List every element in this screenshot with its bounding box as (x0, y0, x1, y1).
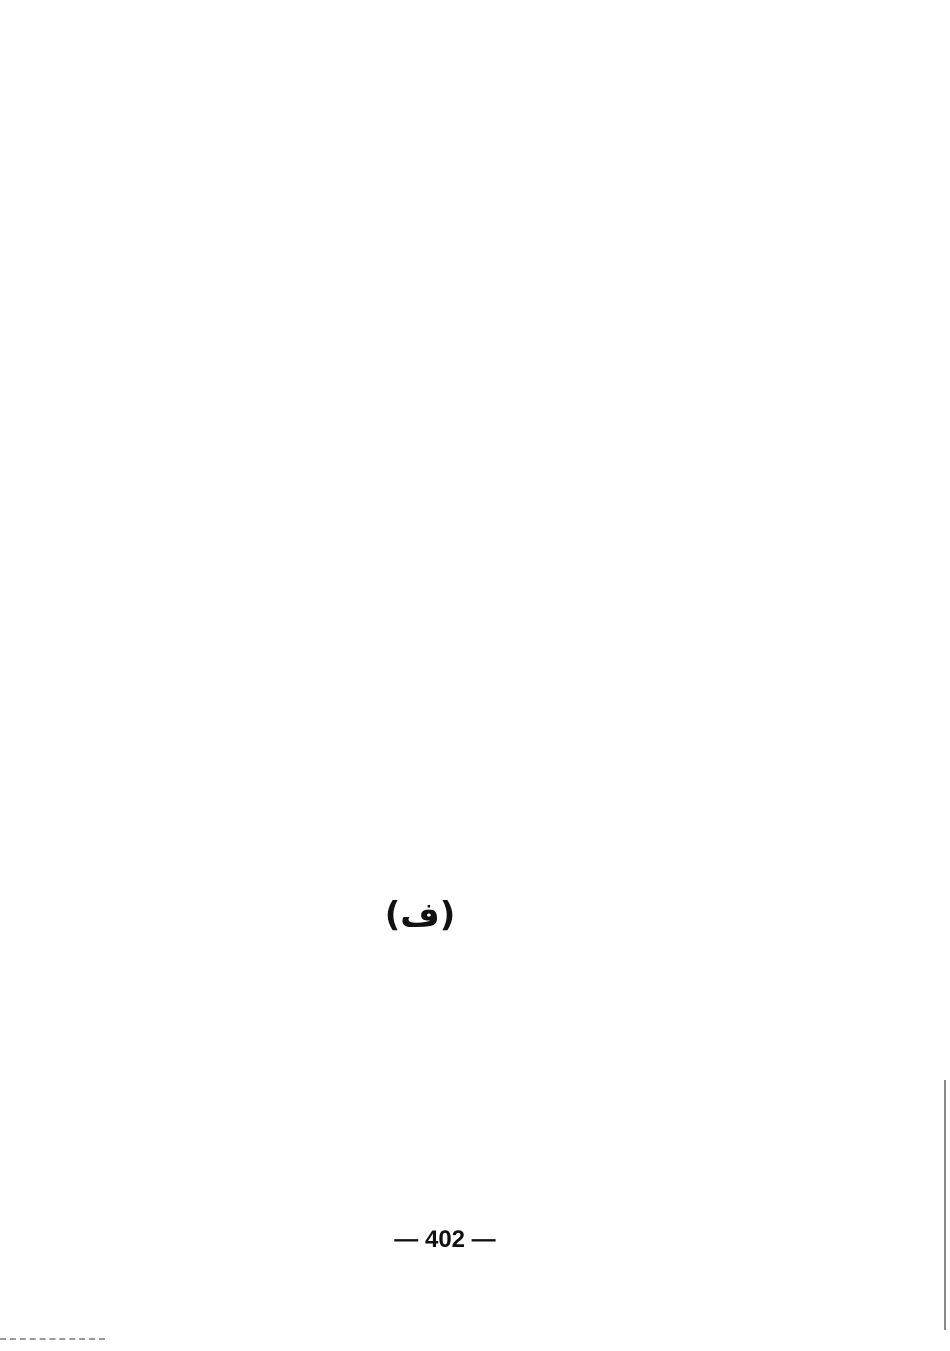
section-heading: (ف) (384, 895, 456, 935)
page-number: — 402 — (394, 1226, 496, 1253)
scan-dash-line (0, 1338, 105, 1340)
scan-edge-line (944, 1080, 946, 1330)
